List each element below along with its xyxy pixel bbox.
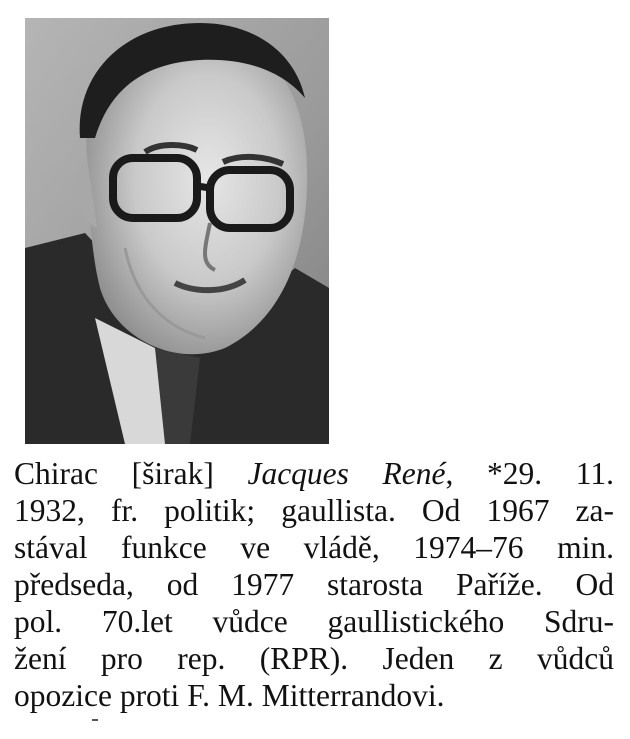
given-names: Jacques René <box>247 456 446 491</box>
print-mark <box>92 719 98 721</box>
entry-line-5: pol. 70.let vůdce gaullistického Sdru- <box>14 604 614 639</box>
entry-line-2: 1932, fr. politik; gaullista. Od 1967 za- <box>14 493 614 528</box>
pronunciation: [širak] <box>131 456 214 491</box>
entry-line-6: žení pro rep. (RPR). Jeden z vůdců <box>14 641 614 676</box>
entry-line-4: předseda, od 1977 starosta Paříže. Od <box>14 567 614 602</box>
entry-line-3: stával funkce ve vládě, 1974–76 min. <box>14 530 614 565</box>
encyclopedia-entry <box>14 455 614 714</box>
entry-line-1: Chirac [širak] Jacques René, *29. 11. <box>14 456 614 491</box>
entry-line-7: opozice proti F. M. Mitterrandovi. <box>14 678 445 713</box>
headword: Chirac <box>14 456 98 491</box>
portrait-image <box>25 18 329 444</box>
birth-date: *29. 11. <box>487 456 614 491</box>
portrait-photo <box>25 18 329 444</box>
